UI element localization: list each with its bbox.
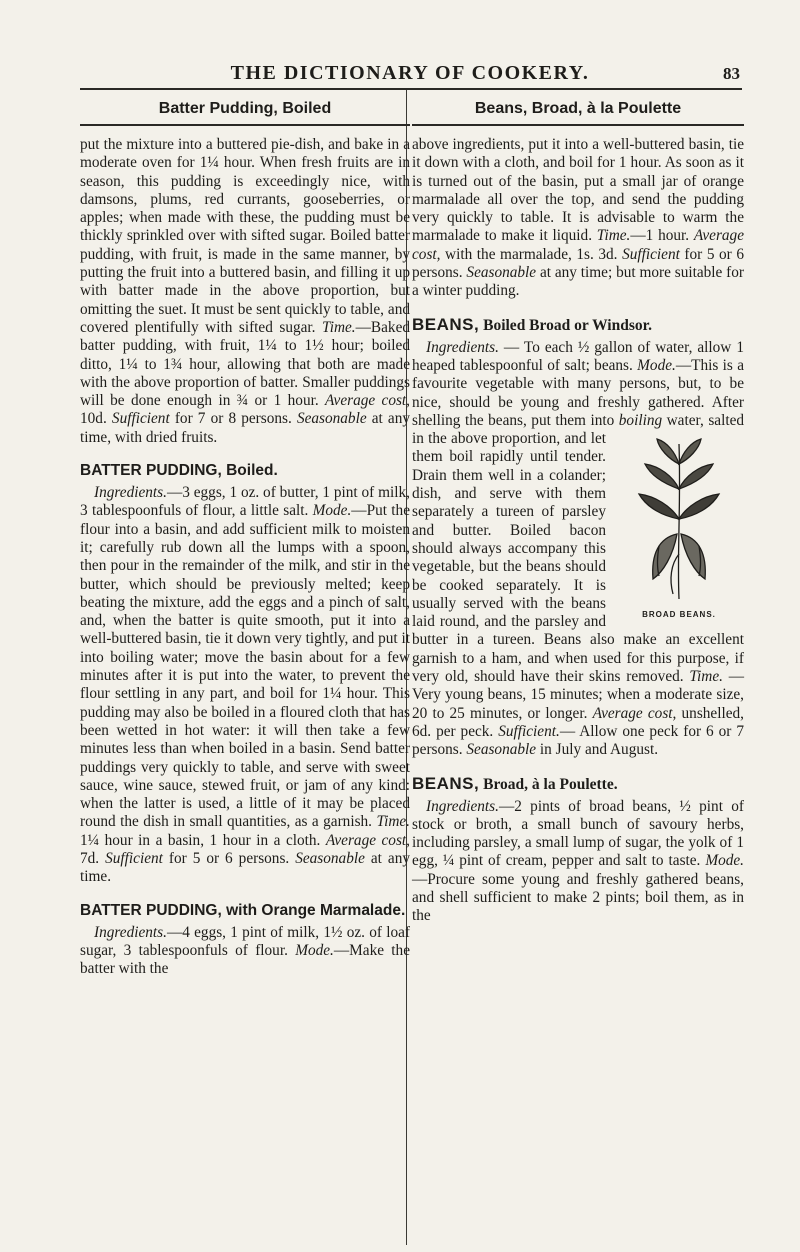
ingredients-text: —3 eggs, 1 oz. of butter, 1 pint of milk, 3 tablespoonfuls of flour, a little salt. xyxy=(80,484,410,520)
heading-sub: Boiled Broad or Windsor. xyxy=(479,316,652,334)
heading-sub: Broad, à la Poulette. xyxy=(479,775,618,793)
mode-text: —Put the flour into a basin, and add sufficient milk to moisten it; carefully rub down all the lumps with a spoon, then pour in the remainder of the milk, and stir in the butter, which should be previously melted; keep beating the mixture, add the eggs and a pinch of salt, and, when the batter is quite smooth, put it into a well-buttered basin, tie it down very tightly, and put it into boiling water; move the basin about for a few minutes after it is put into the water, to prevent the flour settling in any part, and boil for 1¼ hour. This pudding may also be boiled in a floured cloth that has been wetted in hot water: it will then take a few minutes less than when boiled in a basin. Send batter puddings very quickly to table, and serve with sweet sauce, wine sauce, stewed fruit, or jam of any kind: when the latter is used, a little of it may be placed round the dish in small quantities, as a garnish. xyxy=(80,502,410,831)
mode-text: —This is a favourite vegetable with many persons, but, to be nice, should be young and freshly gathered. After shelling the beans, put them into xyxy=(412,356,744,429)
right-column-rule xyxy=(412,124,744,126)
ingredients-text: — To each ½ gallon of water, allow 1 heaped tablespoonful of salt; beans. xyxy=(412,338,744,374)
cost-label: Average cost, xyxy=(325,392,410,410)
cost-label: Average cost, xyxy=(325,831,410,849)
time-text: 1¼ hour in a basin, 1 hour in a cloth. xyxy=(80,831,321,849)
right-column-head: Beans, Broad, à la Poulette xyxy=(474,100,682,117)
entry-heading-batter-pudding-boiled: BATTER PUDDING, Boiled. xyxy=(80,462,278,480)
mode-text: —Make the batter with the xyxy=(80,941,410,978)
entry-batter-pudding-orange xyxy=(80,924,410,979)
sufficient-label: Sufficient xyxy=(622,245,680,263)
batter-pudding-orange-continuation xyxy=(412,136,744,301)
entry-heading-batter-pudding-orange: BATTER PUDDING, with Orange Marmalade. xyxy=(80,901,406,919)
mode-label: Mode. xyxy=(312,502,352,520)
mode-text: —Procure some young and freshly gathered beans, and shell sufficient to make 2 pints; boil them, as in the xyxy=(412,870,744,925)
broad-beans-illustration-icon xyxy=(629,434,729,604)
sufficient-text: for 5 or 6 persons. xyxy=(412,245,744,282)
entry-beans-poulette xyxy=(412,798,744,926)
header-rule xyxy=(80,88,742,90)
cost-text: unshelled, 6d. per peck. xyxy=(412,704,744,740)
cost-text: 10d. xyxy=(80,410,107,428)
heading-main: BEANS, xyxy=(412,314,480,334)
seasonable-label: Seasonable xyxy=(466,264,537,282)
cost-text: 7d. xyxy=(80,849,100,867)
intro-text: above ingredients, put it into a well-buttered basin, tie it down with a cloth, and boil for 1 hour. As soon as it is turned out of the basin, put a small jar of orange marmalade all over the top, and send the pudding very quickly to table. It is advisable to warm the marmalade to make it liquid. xyxy=(412,136,744,245)
sufficient-text: — Allow one peck for 6 or 7 persons. xyxy=(412,722,744,759)
seasonable-text: at any time, with dried fruits. xyxy=(80,410,411,446)
sufficient-label: Sufficient xyxy=(105,849,163,867)
seasonable-text: at any time; but more suitable for a winter pudding. xyxy=(412,264,744,300)
left-column xyxy=(80,92,410,978)
time-label: Time. xyxy=(322,318,356,336)
mode-label: Mode. xyxy=(705,852,744,870)
batter-pudding-baked-continuation xyxy=(80,136,410,447)
sufficient-label: Sufficient. xyxy=(498,722,560,740)
seasonable-text: at any time. xyxy=(80,849,410,886)
boiling-emphasis: boiling xyxy=(618,411,663,429)
entry-beans-boiled xyxy=(412,339,744,760)
figure-caption: BROAD BEANS. xyxy=(642,610,716,620)
mode-label: Mode. xyxy=(637,356,676,374)
time-text: —1 hour. xyxy=(630,227,690,245)
seasonable-label: Seasonable xyxy=(295,849,365,867)
time-label: Time. xyxy=(376,813,411,831)
seasonable-text: in July and August. xyxy=(536,741,659,759)
ingredients-text: —4 eggs, 1 pint of milk, 1½ oz. of loaf sugar, 3 tablespoonfuls of flour. xyxy=(80,923,410,959)
page-number: 83 xyxy=(723,64,740,83)
intro-text: put the mixture into a buttered pie-dish, and bake in a moderate oven for 1¼ hour. When fresh fruits are in season, this pudding is exceedingly nice, with damsons, plums, red currants, gooseberries, or apples; when made with these, the pudding must be thickly sprinkled over with sifted sugar. Boiled batter pudding, with fruit, is made in the same manner, by putting the fruit into a buttered basin, and filling it up with batter made in the above proportion, but omitting the suet. It must be sent quickly to table, and covered plentifully with sifted sugar. xyxy=(80,136,410,336)
sufficient-text: for 5 or 6 persons. xyxy=(162,849,290,867)
entry-heading-beans-poulette xyxy=(412,774,744,794)
cost-text: with the marmalade, 1s. 3d. xyxy=(440,245,618,263)
broad-beans-figure xyxy=(614,434,744,624)
ingredients-text: —2 pints of broad beans, ½ pint of stock or broth, a small bunch of savoury herbs, including parsley, a small lump of sugar, the yolk of 1 egg, ¼ pint of cream, pepper and salt to taste. xyxy=(412,797,744,870)
time-label: Time. xyxy=(596,227,631,245)
right-column xyxy=(412,92,744,926)
left-column-rule xyxy=(80,124,410,126)
mode-text-continued: water, salted in the above proportion, and let them boil rapidly until tender. Drain them well in a colander; dish, and serve with them separately a tureen of parsley and butter. Boiled bacon should always accompany this vegetable, but the beans should be cooked separately. It is usually served with the beans laid round, and the parsley and butter in a tureen. Beans also make an excellent garnish to a ham, and when used for this purpose, if very old, should have their skins removed. xyxy=(412,411,745,686)
mode-label: Mode. xyxy=(295,941,334,959)
sufficient-label: Sufficient xyxy=(111,410,170,428)
cost-label: Average cost, xyxy=(412,227,744,263)
ingredients-label: Ingredients. xyxy=(426,797,499,815)
ingredients-label: Ingredients. xyxy=(426,338,499,356)
ingredients-label: Ingredients. xyxy=(94,484,167,502)
seasonable-label: Seasonable xyxy=(466,741,537,759)
running-head xyxy=(80,62,740,85)
entry-heading-beans-boiled xyxy=(412,315,744,335)
time-label: Time. xyxy=(689,668,723,686)
running-title: THE DICTIONARY OF COOKERY. xyxy=(230,62,590,84)
time-text: — Very young beans, 15 minutes; when a moderate size, 20 to 25 minutes, or longer. xyxy=(412,668,745,722)
ingredients-label: Ingredients. xyxy=(94,923,167,941)
sufficient-text: for 7 or 8 persons. xyxy=(169,410,292,428)
heading-main: BEANS, xyxy=(412,773,480,793)
entry-batter-pudding-boiled xyxy=(80,484,410,887)
left-column-head: Batter Pudding, Boiled xyxy=(158,100,332,117)
cost-label: Average cost, xyxy=(592,704,677,722)
time-text: —Baked batter pudding, with fruit, 1¼ to 1½ hour; boiled ditto, 1¼ to 1¾ hour, allowing that both are made with the above proportion of batter. Smaller puddings will be done enough in ¾ or 1 hour. xyxy=(80,318,411,410)
seasonable-label: Seasonable xyxy=(296,410,367,428)
